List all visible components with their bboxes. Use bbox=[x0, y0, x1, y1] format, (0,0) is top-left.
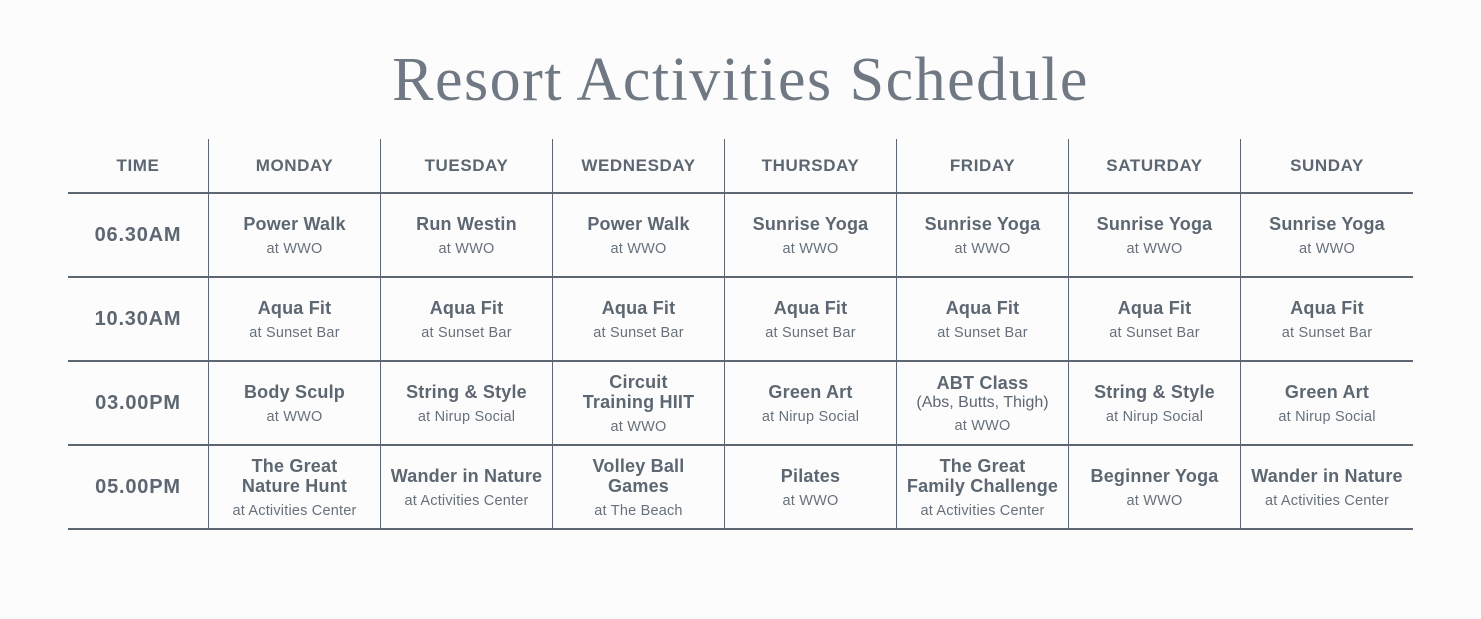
activity-name: Green Art bbox=[768, 381, 853, 402]
activity-location: at The Beach bbox=[594, 502, 683, 519]
activity-cell bbox=[209, 362, 381, 446]
activity-name: The Great Family Challenge bbox=[906, 455, 1059, 497]
activity-name: Wander in Nature bbox=[1251, 465, 1403, 486]
column-header-saturday: SATURDAY bbox=[1069, 139, 1241, 194]
activity-cell bbox=[381, 362, 553, 446]
activity-name: Aqua Fit bbox=[601, 297, 676, 318]
activity-cell bbox=[1241, 278, 1413, 362]
column-header-sunday: SUNDAY bbox=[1241, 139, 1413, 194]
activity-cell bbox=[553, 362, 725, 446]
activity-location: at Sunset Bar bbox=[421, 324, 512, 341]
activity-cell bbox=[725, 362, 897, 446]
activity-name: Sunrise Yoga bbox=[752, 213, 869, 234]
activity-cell bbox=[1069, 194, 1241, 278]
activity-cell bbox=[1241, 362, 1413, 446]
activity-location: at WWO bbox=[266, 240, 323, 257]
column-header-thursday: THURSDAY bbox=[725, 139, 897, 194]
time-cell: 05.00PM bbox=[68, 446, 209, 530]
activity-location: at WWO bbox=[266, 408, 323, 425]
activity-location: at Activities Center bbox=[920, 502, 1045, 519]
column-header-tuesday: TUESDAY bbox=[381, 139, 553, 194]
activity-cell bbox=[553, 278, 725, 362]
activity-name: The Great Nature Hunt bbox=[241, 455, 348, 497]
activity-cell bbox=[897, 446, 1069, 530]
activity-location: at WWO bbox=[954, 240, 1011, 257]
activity-location: at Sunset Bar bbox=[1109, 324, 1200, 341]
activity-location: at Sunset Bar bbox=[937, 324, 1028, 341]
activity-location: at WWO bbox=[1299, 240, 1355, 257]
activity-name: Aqua Fit bbox=[1290, 297, 1364, 318]
activity-name: Green Art bbox=[1284, 381, 1370, 402]
activity-location: at Sunset Bar bbox=[593, 324, 684, 341]
activity-location: at Nirup Social bbox=[1105, 408, 1204, 425]
activity-location: at WWO bbox=[954, 417, 1011, 434]
activity-name: Aqua Fit bbox=[257, 297, 332, 318]
activity-cell bbox=[1069, 278, 1241, 362]
activity-cell bbox=[725, 194, 897, 278]
activity-cell bbox=[897, 278, 1069, 362]
activity-cell bbox=[725, 446, 897, 530]
column-header-time: TIME bbox=[68, 139, 209, 194]
activity-name: Run Westin bbox=[416, 213, 517, 234]
activity-name: Body Sculp bbox=[243, 381, 345, 402]
activity-location: at Nirup Social bbox=[761, 408, 860, 425]
activity-cell bbox=[1069, 446, 1241, 530]
activity-name: Aqua Fit bbox=[945, 297, 1020, 318]
activity-name: ABT Class bbox=[936, 372, 1029, 393]
activity-name: Volley Ball Games bbox=[592, 455, 685, 497]
activity-location: at Sunset Bar bbox=[249, 324, 340, 341]
activity-cell bbox=[1241, 446, 1413, 530]
activity-location: at Activities Center bbox=[404, 492, 529, 509]
activity-cell bbox=[725, 278, 897, 362]
activity-location: at WWO bbox=[610, 418, 667, 435]
activity-location: at Sunset Bar bbox=[1281, 324, 1373, 341]
page-title: Resort Activities Schedule bbox=[392, 46, 1089, 114]
activity-cell bbox=[553, 446, 725, 530]
activity-cell bbox=[897, 362, 1069, 446]
activity-location: at WWO bbox=[438, 240, 495, 257]
column-header-wednesday: WEDNESDAY bbox=[553, 139, 725, 194]
activity-name: Aqua Fit bbox=[773, 297, 848, 318]
activity-name: Aqua Fit bbox=[1117, 297, 1192, 318]
activity-location: at Activities Center bbox=[232, 502, 357, 519]
activity-name: Power Walk bbox=[243, 213, 346, 234]
column-header-friday: FRIDAY bbox=[897, 139, 1069, 194]
activity-name: Wander in Nature bbox=[390, 465, 543, 486]
activity-cell bbox=[381, 446, 553, 530]
activity-location: at Nirup Social bbox=[417, 408, 516, 425]
activity-cell bbox=[897, 194, 1069, 278]
activity-cell bbox=[209, 278, 381, 362]
activity-name: Sunrise Yoga bbox=[1096, 213, 1213, 234]
activity-location: at WWO bbox=[782, 492, 839, 509]
time-cell: 03.00PM bbox=[68, 362, 209, 446]
activity-name: Sunrise Yoga bbox=[1269, 213, 1385, 234]
activity-name: Sunrise Yoga bbox=[924, 213, 1041, 234]
activity-cell bbox=[553, 194, 725, 278]
activity-cell bbox=[209, 446, 381, 530]
activity-name: Aqua Fit bbox=[429, 297, 504, 318]
activity-name: String & Style bbox=[1094, 381, 1215, 402]
activity-name: String & Style bbox=[406, 381, 527, 402]
schedule-table bbox=[68, 139, 1413, 530]
column-header-monday: MONDAY bbox=[209, 139, 381, 194]
activity-name: Power Walk bbox=[587, 213, 690, 234]
activity-location: at WWO bbox=[782, 240, 839, 257]
time-cell: 06.30AM bbox=[68, 194, 209, 278]
activity-location: at Nirup Social bbox=[1278, 408, 1376, 425]
activity-cell bbox=[381, 194, 553, 278]
activity-location: at WWO bbox=[1126, 240, 1183, 257]
activity-name: Circuit Training HIIT bbox=[582, 371, 695, 413]
activity-cell bbox=[381, 278, 553, 362]
activity-subtitle: (Abs, Butts, Thigh) bbox=[916, 394, 1049, 412]
time-cell: 10.30AM bbox=[68, 278, 209, 362]
activity-location: at WWO bbox=[610, 240, 667, 257]
activity-location: at Sunset Bar bbox=[765, 324, 856, 341]
activity-cell bbox=[1241, 194, 1413, 278]
activity-name: Pilates bbox=[780, 465, 841, 486]
activity-location: at WWO bbox=[1126, 492, 1183, 509]
activity-cell bbox=[1069, 362, 1241, 446]
activity-name: Beginner Yoga bbox=[1090, 465, 1219, 486]
activity-cell bbox=[209, 194, 381, 278]
activity-location: at Activities Center bbox=[1264, 492, 1390, 509]
